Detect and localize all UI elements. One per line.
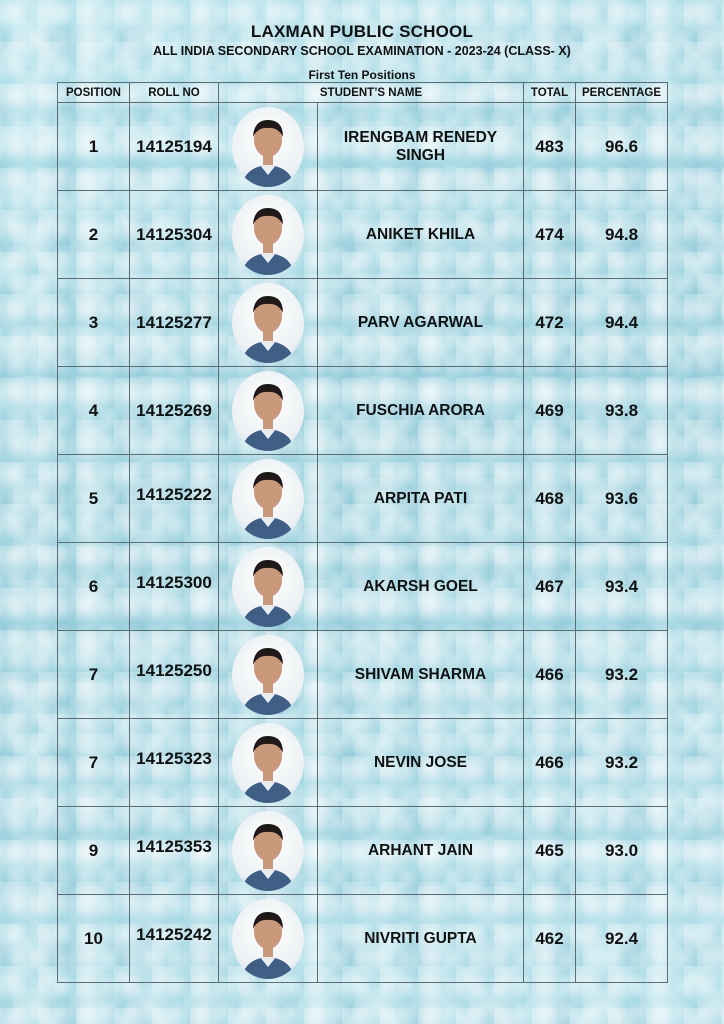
- results-table: [57, 82, 668, 983]
- percentage-cell: 94.4: [576, 279, 668, 367]
- total-cell: 466: [524, 631, 576, 719]
- total-cell: 469: [524, 367, 576, 455]
- student-name-cell: SHIVAM SHARMA: [318, 631, 524, 719]
- position-cell: 7: [58, 631, 130, 719]
- student-name-cell: ARHANT JAIN: [318, 807, 524, 895]
- roll-no-text: 14125277: [136, 312, 212, 332]
- roll-no-cell: [130, 279, 219, 367]
- student-name-cell: FUSCHIA ARORA: [318, 367, 524, 455]
- column-header-roll-no: ROLL NO: [130, 83, 219, 103]
- student-photo-icon: [232, 811, 304, 891]
- photo-cell: [219, 103, 318, 191]
- student-photo-icon: [232, 195, 304, 275]
- roll-no-cell: [130, 367, 219, 455]
- exam-title: ALL INDIA SECONDARY SCHOOL EXAMINATION - 2023-24 (CLASS- X): [153, 44, 571, 58]
- roll-no-text: 14125242: [136, 925, 212, 944]
- roll-no-cell: [130, 631, 219, 719]
- student-photo-icon: [232, 899, 304, 979]
- position-cell: 3: [58, 279, 130, 367]
- photo-cell: [219, 279, 318, 367]
- student-name-cell: NIVRITI GUPTA: [318, 895, 524, 983]
- percentage-cell: 93.8: [576, 367, 668, 455]
- student-photo-icon: [232, 635, 304, 715]
- student-name-cell: ARPITA PATI: [318, 455, 524, 543]
- table-row: [58, 631, 668, 719]
- roll-no-cell: [130, 807, 219, 895]
- student-name-cell: IRENGBAM RENEDY SINGH: [318, 103, 524, 191]
- percentage-cell: 93.2: [576, 719, 668, 807]
- roll-no-cell: [130, 719, 219, 807]
- column-header-percentage: PERCENTAGE: [576, 83, 668, 103]
- column-header-total: TOTAL: [524, 83, 576, 103]
- table-row: [58, 719, 668, 807]
- column-header-student-name: STUDENT’S NAME: [219, 83, 524, 103]
- percentage-cell: 96.6: [576, 103, 668, 191]
- student-name-cell: PARV AGARWAL: [318, 279, 524, 367]
- table-row: [58, 455, 668, 543]
- student-photo-icon: [232, 723, 304, 803]
- table-row: [58, 895, 668, 983]
- percentage-cell: 93.6: [576, 455, 668, 543]
- roll-no-text: 14125250: [136, 661, 212, 680]
- position-cell: 10: [58, 895, 130, 983]
- position-cell: 9: [58, 807, 130, 895]
- position-cell: 1: [58, 103, 130, 191]
- roll-no-cell: [130, 543, 219, 631]
- column-header-position: POSITION: [58, 83, 130, 103]
- photo-cell: [219, 807, 318, 895]
- roll-no-text: 14125300: [136, 573, 212, 592]
- roll-no-cell: [130, 103, 219, 191]
- position-cell: 4: [58, 367, 130, 455]
- total-cell: 472: [524, 279, 576, 367]
- total-cell: 468: [524, 455, 576, 543]
- results-body: [58, 103, 668, 983]
- percentage-cell: 93.4: [576, 543, 668, 631]
- student-name-cell: AKARSH GOEL: [318, 543, 524, 631]
- table-row: [58, 191, 668, 279]
- percentage-cell: 94.8: [576, 191, 668, 279]
- roll-no-text: 14125304: [136, 224, 212, 244]
- student-photo-icon: [232, 371, 304, 451]
- total-cell: 462: [524, 895, 576, 983]
- photo-cell: [219, 543, 318, 631]
- roll-no-text: 14125222: [136, 485, 212, 504]
- roll-no-text: 14125323: [136, 749, 212, 768]
- table-row: [58, 543, 668, 631]
- roll-no-text: 14125269: [136, 400, 212, 420]
- table-header-row: [58, 83, 668, 103]
- percentage-cell: 93.0: [576, 807, 668, 895]
- table-row: [58, 103, 668, 191]
- student-photo-icon: [232, 107, 304, 187]
- roll-no-cell: [130, 895, 219, 983]
- school-name: LAXMAN PUBLIC SCHOOL: [250, 22, 474, 41]
- total-cell: 467: [524, 543, 576, 631]
- photo-cell: [219, 367, 318, 455]
- photo-cell: [219, 455, 318, 543]
- position-cell: 6: [58, 543, 130, 631]
- table-subtitle: First Ten Positions: [308, 68, 416, 82]
- position-cell: 5: [58, 455, 130, 543]
- roll-no-cell: [130, 455, 219, 543]
- table-row: [58, 367, 668, 455]
- percentage-cell: 93.2: [576, 631, 668, 719]
- photo-cell: [219, 631, 318, 719]
- photo-cell: [219, 191, 318, 279]
- percentage-cell: 92.4: [576, 895, 668, 983]
- table-row: [58, 279, 668, 367]
- total-cell: 466: [524, 719, 576, 807]
- roll-no-text: 14125353: [136, 837, 212, 856]
- table-row: [58, 807, 668, 895]
- student-name-cell: NEVIN JOSE: [318, 719, 524, 807]
- position-cell: 2: [58, 191, 130, 279]
- total-cell: 483: [524, 103, 576, 191]
- roll-no-cell: [130, 191, 219, 279]
- student-photo-icon: [232, 459, 304, 539]
- position-cell: 7: [58, 719, 130, 807]
- student-name-cell: ANIKET KHILA: [318, 191, 524, 279]
- roll-no-text: 14125194: [136, 136, 212, 156]
- total-cell: 465: [524, 807, 576, 895]
- photo-cell: [219, 719, 318, 807]
- photo-cell: [219, 895, 318, 983]
- student-photo-icon: [232, 283, 304, 363]
- total-cell: 474: [524, 191, 576, 279]
- student-photo-icon: [232, 547, 304, 627]
